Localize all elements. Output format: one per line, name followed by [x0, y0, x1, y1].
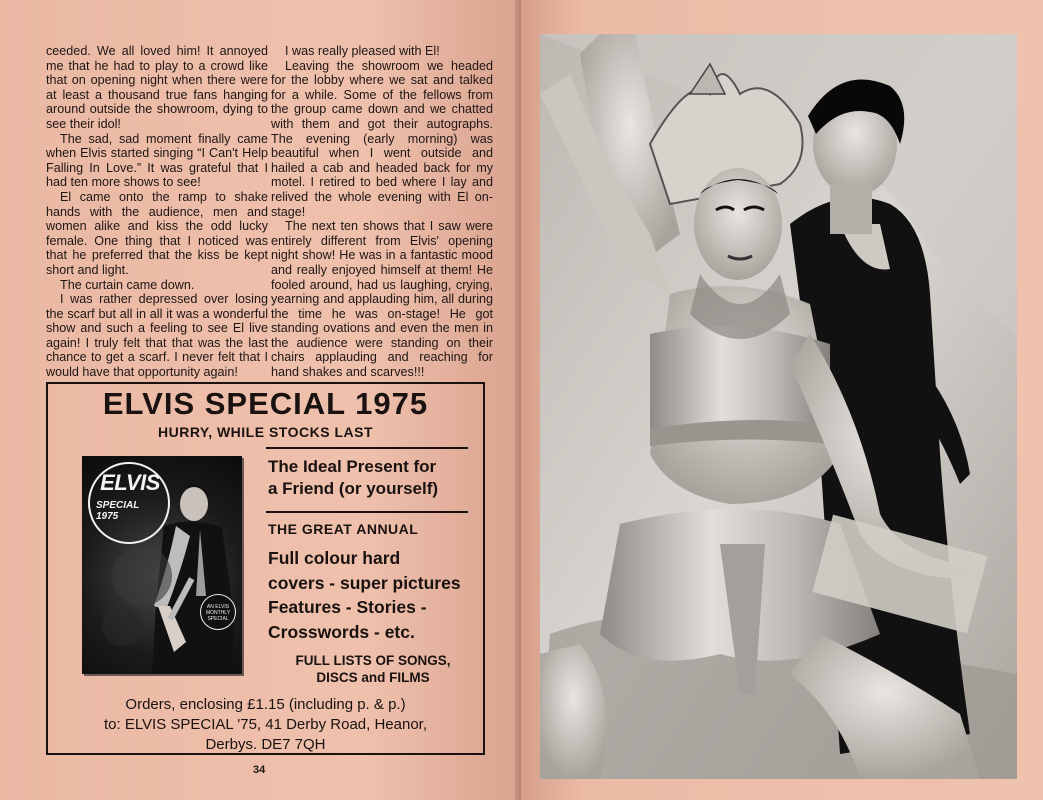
advert-feature-line: Full colour hard — [268, 548, 401, 568]
advert-order-line: to: ELVIS SPECIAL '75, 41 Derby Road, Heanor, — [103, 716, 428, 733]
article-paragraph: I was really pleased with El! — [285, 44, 440, 58]
cover-subtitle — [96, 500, 166, 522]
article-paragraph: The sad, sad moment finally came when Elvis started singing “I Can't Help Falling In Love.” It was grateful that I had ten more shows to see! — [46, 131, 268, 190]
advert-headline-line: a Friend (or yourself) — [268, 479, 439, 498]
elvis-special-advert — [46, 382, 485, 755]
cover-special-text: SPECIAL — [96, 500, 140, 511]
article-column-1 — [46, 44, 268, 380]
article-paragraph: El came onto the ramp to shake hands with the audience, men and women alike and kiss the odd lucky female. One thing that I noticed was that he preferred that the kiss be kept short and light. — [46, 189, 268, 277]
advert-order-line: Orders, enclosing £1.15 (including p. & p.) — [125, 696, 406, 713]
advert-order-line: Derbys. DE7 7QH — [205, 736, 326, 753]
advert-feature-line: Features - Stories - — [268, 597, 427, 617]
advert-full-lists — [268, 652, 478, 686]
advert-divider — [266, 511, 468, 513]
advert-title: ELVIS SPECIAL 1975 — [102, 386, 429, 421]
advert-headline — [268, 456, 478, 500]
page-number: 34 — [253, 764, 266, 776]
advert-feature-line: covers - super pictures — [268, 572, 461, 593]
advert-subtitle: HURRY, WHILE STOCKS LAST — [157, 424, 373, 440]
left-page — [0, 0, 519, 800]
movie-still-photo — [540, 34, 1017, 779]
cover-year-text: 1975 — [96, 511, 119, 522]
advert-feature-line: Crosswords - etc. — [268, 621, 415, 642]
advert-headline-line: The Ideal Present for — [268, 457, 437, 476]
cover-monthly-badge: AN ELVIS MONTHLY SPECIAL — [200, 594, 236, 630]
article-paragraph: The next ten shows that I saw were entirely different from Elvis' opening night show! He was in a fantastic mood and really enjoyed himself at them! He fooled around, had us laughing, crying, yearning and applauding him, all during the time he was on-stage! He got standing ovations and even the men in the audience were standing on their chairs applauding and reaching for hand shakes and scarves!!! — [271, 219, 493, 380]
advert-order-address — [48, 695, 483, 755]
article-paragraph: ceeded. We all loved him! It annoyed me that he had to play to a crowd like that on opening night when there were at least a thousand true fans hanging around outside the showroom, dying to see their idol! — [46, 44, 268, 131]
article-paragraph: Leaving the showroom we headed for the lobby where we sat and talked for a while. Some of the fellows from the group came down and we chatted with them and got their autographs. The evening (early morning) was beautiful when I went outside and hailed a cab and headed back for my motel. I retired to bed where I lay and relived the whole evening with El on-stage! — [271, 58, 493, 219]
advert-great-annual: THE GREAT ANNUAL — [268, 521, 419, 537]
advert-full-lists-line: FULL LISTS OF SONGS, — [295, 653, 451, 668]
advert-features — [268, 546, 483, 644]
advert-full-lists-line: DISCS and FILMS — [316, 670, 430, 685]
dancer-and-elvis-photograph — [540, 34, 1017, 779]
advert-divider — [266, 447, 468, 449]
article-paragraph: I was rather depressed over losing the scarf but all in all it was a wonderful show and such a feeling to see El live again! I truly felt that that was the last chance to get a scarf. I never felt that I would have that opportunity again! — [46, 292, 268, 380]
article-column-2 — [271, 44, 493, 380]
article-paragraph: The curtain came down. — [60, 277, 195, 292]
cover-title: ELVIS — [100, 470, 160, 495]
annual-cover-image — [82, 456, 242, 674]
